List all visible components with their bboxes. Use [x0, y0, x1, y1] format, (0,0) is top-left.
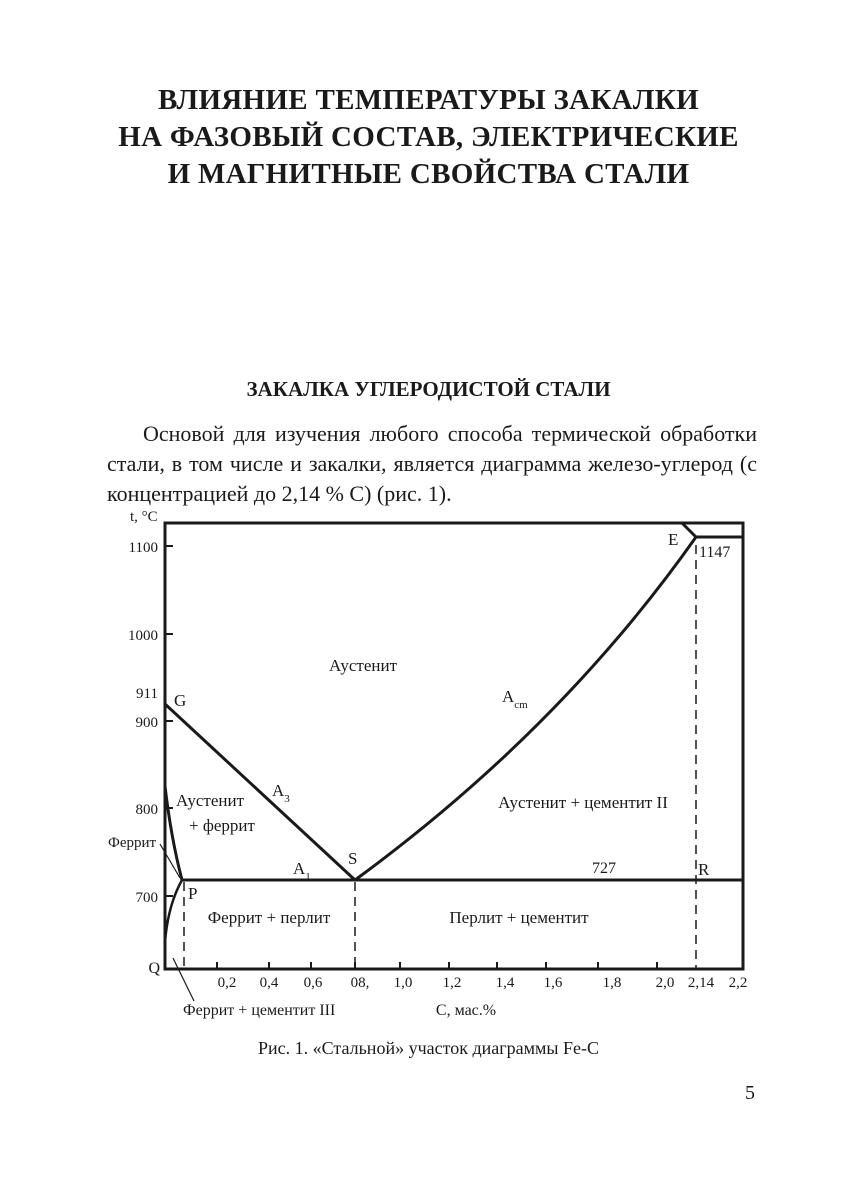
x-tick-1-4: 1,4 [495, 975, 515, 991]
region-austenite-ferrite-line1: Аустенит [175, 791, 245, 810]
region-ferrite-pearlite: Феррит + перлит [207, 908, 331, 927]
x-tick-0-6: 0,6 [303, 975, 323, 991]
y-tick-911: 911 [136, 686, 158, 702]
x-tick-2-14: 2,14 [687, 975, 715, 991]
region-austenite-cementite: Аустенит + цементит II [498, 793, 668, 812]
y-tick-1000: 1000 [128, 628, 158, 644]
region-austenite-ferrite-line2: + феррит [189, 816, 255, 835]
callout-ferrite: Феррит [108, 835, 157, 851]
x-tick-0-2: 0,2 [217, 975, 237, 991]
point-s-label: S [348, 849, 358, 868]
x-tick-1-2: 1,2 [442, 975, 462, 991]
point-q-label: Q [148, 960, 160, 977]
chapter-title-line-1: ВЛИЯНИЕ ТЕМПЕРАТУРЫ ЗАКАЛКИ [158, 84, 699, 116]
acm-label: $А_{cm}$ [502, 687, 528, 711]
chapter-title-line-2: НА ФАЗОВЫЙ СОСТАВ, ЭЛЕКТРИЧЕСКИЕ [118, 121, 739, 153]
section-title: ЗАКАЛКА УГЛЕРОДИСТОЙ СТАЛИ [246, 377, 611, 401]
y-tick-1100: 1100 [128, 540, 158, 556]
point-r-label: R [698, 860, 710, 879]
chapter-title-line-3: И МАГНИТНЫЕ СВОЙСТВА СТАЛИ [167, 158, 690, 190]
y-tick-800: 800 [135, 802, 158, 818]
region-pearlite-cementite: Перлит + цементит [449, 908, 589, 927]
x-tick-2-2: 2,2 [728, 975, 748, 991]
point-p-label: P [188, 884, 198, 903]
temp-727-label: 727 [592, 860, 616, 877]
y-tick-700: 700 [135, 890, 158, 906]
point-e-label: E [668, 530, 679, 549]
x-tick-1-6: 1,6 [543, 975, 563, 991]
x-tick-1-0: 1,0 [393, 975, 413, 991]
e-corner-line [682, 523, 696, 537]
y-axis-label: t, °C [130, 509, 158, 525]
x-axis-label: С, мас.% [435, 1002, 497, 1019]
intro-paragraph: Основой для изучения любого способа термической обработки стали, в том числе и закалки, является диаграмма железо-углерод (с концентрацией до 2,14 % С) (рис. 1). [107, 421, 757, 506]
temp-1147-label: 1147 [699, 544, 731, 561]
a1-label: $А_1$ [293, 859, 311, 883]
a3-label: $А_3$ [272, 781, 290, 805]
pq-line [165, 880, 182, 942]
page-number: 5 [745, 1082, 755, 1104]
x-tick-0-8: 08, [350, 975, 370, 991]
callout-ferrite-cementite3: Феррит + цементит III [183, 1002, 336, 1019]
region-austenite: Аустенит [328, 656, 398, 675]
x-tick-2-0: 2,0 [655, 975, 675, 991]
x-tick-1-8: 1,8 [602, 975, 622, 991]
figure-caption: Рис. 1. «Стальной» участок диаграммы Fe-C [257, 1038, 600, 1058]
y-tick-900: 900 [135, 715, 158, 731]
x-tick-0-4: 0,4 [259, 975, 279, 991]
dashed-verticals [184, 545, 696, 969]
point-g-label: G [174, 691, 187, 710]
